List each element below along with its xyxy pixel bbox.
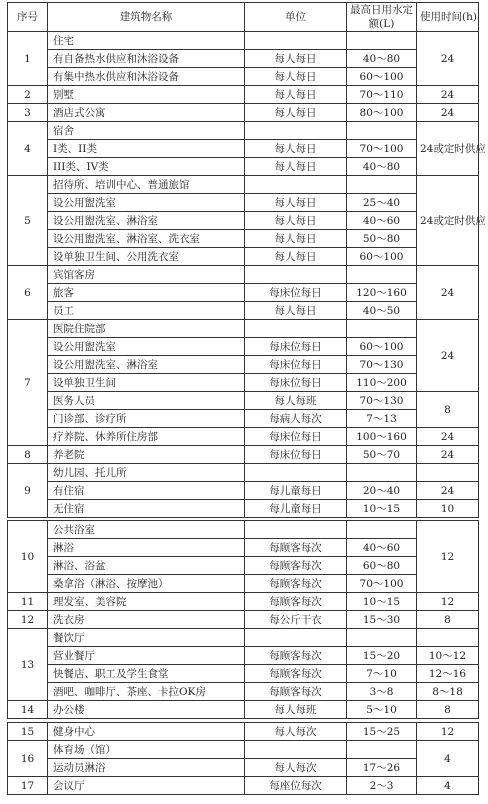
usage-time-cell: 4 bbox=[417, 741, 479, 777]
unit-cell: 每顾客每次 bbox=[245, 593, 347, 611]
quota-cell: 100～160 bbox=[347, 428, 417, 446]
table-row bbox=[8, 539, 479, 557]
group-title: 住宅 bbox=[48, 32, 245, 50]
quota-cell: 7～13 bbox=[347, 410, 417, 428]
header-building-name: 建筑物名称 bbox=[48, 3, 245, 32]
building-name-cell: 设公用盥洗室 bbox=[48, 194, 245, 212]
quota-cell bbox=[347, 176, 417, 194]
header-seq: 序号 bbox=[8, 3, 48, 32]
usage-time-cell: 12 bbox=[417, 723, 479, 741]
unit-cell bbox=[245, 629, 347, 647]
water-quota-table-part-1 bbox=[7, 2, 486, 518]
usage-time-cell: 12 bbox=[417, 593, 479, 611]
table-row bbox=[8, 248, 479, 266]
unit-cell: 每顾客每次 bbox=[245, 647, 347, 665]
row-number: 5 bbox=[8, 176, 48, 266]
usage-time-cell: 24或定时供应 bbox=[417, 122, 479, 176]
header-quota: 最高日用水定额(L) bbox=[347, 3, 417, 32]
quota-cell bbox=[347, 320, 417, 338]
usage-time-cell: 24 bbox=[417, 320, 479, 392]
usage-time-cell: 24 bbox=[417, 446, 479, 464]
usage-time-cell: 8～18 bbox=[417, 683, 479, 701]
table-row bbox=[8, 446, 479, 464]
quota-cell: 40～80 bbox=[347, 50, 417, 68]
building-name-cell: 办公楼 bbox=[48, 701, 245, 719]
table-row bbox=[8, 230, 479, 248]
building-name-cell: 酒吧、咖啡厅、茶座、卡拉OK房 bbox=[48, 683, 245, 701]
row-number: 6 bbox=[8, 266, 48, 320]
building-name-cell: 有自备热水供应和沐浴设备 bbox=[48, 50, 245, 68]
unit-cell: 每人每日 bbox=[245, 302, 347, 320]
row-number: 12 bbox=[8, 611, 48, 629]
unit-cell bbox=[245, 266, 347, 284]
quota-cell: 50～70 bbox=[347, 446, 417, 464]
building-name-cell: 有集中热水供应和沐浴设备 bbox=[48, 68, 245, 86]
quota-cell bbox=[347, 741, 417, 759]
table-row bbox=[8, 194, 479, 212]
unit-cell: 每儿童每日 bbox=[245, 500, 347, 518]
table-row bbox=[8, 611, 479, 629]
usage-time-cell: 4 bbox=[417, 777, 479, 795]
quota-cell: 17～26 bbox=[347, 759, 417, 777]
table-row bbox=[8, 374, 479, 392]
usage-time-cell: 10～12 bbox=[417, 647, 479, 665]
table-row bbox=[8, 521, 479, 539]
row-number: 10 bbox=[8, 521, 48, 593]
group-title: 宿舍 bbox=[48, 122, 245, 140]
row-number: 2 bbox=[8, 86, 48, 104]
unit-cell: 每人每日 bbox=[245, 68, 347, 86]
quota-cell: 110～200 bbox=[347, 374, 417, 392]
building-name-cell: 有住宿 bbox=[48, 482, 245, 500]
quota-cell: 80～100 bbox=[347, 104, 417, 122]
usage-time-cell: 8 bbox=[417, 392, 479, 428]
unit-cell: 每顾客每次 bbox=[245, 575, 347, 593]
table-row bbox=[8, 140, 479, 158]
table-row bbox=[8, 338, 479, 356]
quota-cell: 40～80 bbox=[347, 158, 417, 176]
building-name-cell: 会议厅 bbox=[48, 777, 245, 795]
unit-cell: 每人每次 bbox=[245, 723, 347, 741]
building-name-cell: 酒店式公寓 bbox=[48, 104, 245, 122]
group-title: 医院住院部 bbox=[48, 320, 245, 338]
table-row bbox=[8, 302, 479, 320]
unit-cell bbox=[245, 741, 347, 759]
unit-cell bbox=[245, 32, 347, 50]
unit-cell: 每床位每日 bbox=[245, 428, 347, 446]
table-row bbox=[8, 557, 479, 575]
row-number: 11 bbox=[8, 593, 48, 611]
table-row bbox=[8, 212, 479, 230]
table-row bbox=[8, 629, 479, 647]
quota-cell: 70～100 bbox=[347, 140, 417, 158]
building-name-cell: 快餐店、职工及学生食堂 bbox=[48, 665, 245, 683]
usage-time-cell: 24 bbox=[417, 86, 479, 104]
group-title: 幼儿园、托儿所 bbox=[48, 464, 245, 482]
quota-cell: 15～20 bbox=[347, 647, 417, 665]
usage-time-cell bbox=[417, 464, 479, 482]
usage-time-cell: 8 bbox=[417, 611, 479, 629]
table-row bbox=[8, 593, 479, 611]
table-row bbox=[8, 356, 479, 374]
quota-cell: 15～30 bbox=[347, 611, 417, 629]
unit-cell: 每公斤干衣 bbox=[245, 611, 347, 629]
building-name-cell: 设公用盥洗室、淋浴室 bbox=[48, 356, 245, 374]
quota-cell: 40～60 bbox=[347, 212, 417, 230]
group-title: 宾馆客房 bbox=[48, 266, 245, 284]
unit-cell bbox=[245, 521, 347, 539]
quota-cell: 60～100 bbox=[347, 338, 417, 356]
building-name-cell: 运动员淋浴 bbox=[48, 759, 245, 777]
quota-cell: 60～100 bbox=[347, 248, 417, 266]
unit-cell: 每顾客每次 bbox=[245, 557, 347, 575]
usage-time-cell: 24或定时供应 bbox=[417, 176, 479, 266]
table-row bbox=[8, 683, 479, 701]
unit-cell: 每人每日 bbox=[245, 212, 347, 230]
unit-cell: 每床位每日 bbox=[245, 356, 347, 374]
building-name-cell: 营业餐厅 bbox=[48, 647, 245, 665]
building-name-cell: 桑拿浴（淋浴、按摩池） bbox=[48, 575, 245, 593]
usage-time-cell: 24 bbox=[417, 266, 479, 320]
quota-cell: 3～8 bbox=[347, 683, 417, 701]
table-row bbox=[8, 428, 479, 446]
unit-cell: 每儿童每日 bbox=[245, 482, 347, 500]
unit-cell bbox=[245, 320, 347, 338]
group-title: 公共浴室 bbox=[48, 521, 245, 539]
row-number: 15 bbox=[8, 723, 48, 741]
usage-time-cell: 8 bbox=[417, 701, 479, 719]
building-name-cell: 设公用盥洗室 bbox=[48, 338, 245, 356]
unit-cell: 每人每日 bbox=[245, 230, 347, 248]
unit-cell bbox=[245, 464, 347, 482]
row-number: 13 bbox=[8, 629, 48, 701]
usage-time-cell: 24 bbox=[417, 428, 479, 446]
quota-cell: 15～25 bbox=[347, 723, 417, 741]
table-row bbox=[8, 158, 479, 176]
row-number: 9 bbox=[8, 464, 48, 518]
unit-cell: 每人每班 bbox=[245, 392, 347, 410]
table-row bbox=[8, 665, 479, 683]
building-name-cell: 无住宿 bbox=[48, 500, 245, 518]
unit-cell: 每人每次 bbox=[245, 759, 347, 777]
table-row bbox=[8, 464, 479, 482]
header-unit: 单位 bbox=[245, 3, 347, 32]
row-number: 7 bbox=[8, 320, 48, 446]
quota-cell: 10～15 bbox=[347, 593, 417, 611]
quota-cell: 5～10 bbox=[347, 701, 417, 719]
building-name-cell: 别墅 bbox=[48, 86, 245, 104]
table-row bbox=[8, 701, 479, 719]
unit-cell bbox=[245, 176, 347, 194]
unit-cell: 每人每日 bbox=[245, 158, 347, 176]
table-row bbox=[8, 575, 479, 593]
quota-cell: 70～130 bbox=[347, 392, 417, 410]
table-row bbox=[8, 176, 479, 194]
building-name-cell: 设单独卫生间 bbox=[48, 374, 245, 392]
table-row bbox=[8, 392, 479, 410]
building-name-cell: I类、II类 bbox=[48, 140, 245, 158]
table-row bbox=[8, 68, 479, 86]
usage-time-cell bbox=[417, 629, 479, 647]
quota-cell: 10～15 bbox=[347, 500, 417, 518]
row-number: 3 bbox=[8, 104, 48, 122]
quota-cell: 70～130 bbox=[347, 356, 417, 374]
table-row bbox=[8, 410, 479, 428]
building-name-cell: 淋浴、浴盆 bbox=[48, 557, 245, 575]
table-row bbox=[8, 104, 479, 122]
row-number: 14 bbox=[8, 701, 48, 719]
table-row bbox=[8, 500, 479, 518]
quota-cell bbox=[347, 464, 417, 482]
building-name-cell: 设单独卫生间、公用洗衣室 bbox=[48, 248, 245, 266]
building-name-cell: 医务人员 bbox=[48, 392, 245, 410]
row-number: 8 bbox=[8, 446, 48, 464]
table-row bbox=[8, 777, 479, 795]
row-number: 17 bbox=[8, 777, 48, 795]
table-row bbox=[8, 86, 479, 104]
table-row bbox=[8, 723, 479, 741]
building-name-cell: 淋浴 bbox=[48, 539, 245, 557]
unit-cell: 每人每日 bbox=[245, 50, 347, 68]
header-usage-time: 使用时间(h) bbox=[417, 3, 479, 32]
quota-cell: 70～100 bbox=[347, 575, 417, 593]
row-number: 4 bbox=[8, 122, 48, 176]
quota-cell bbox=[347, 629, 417, 647]
unit-cell: 每病人每次 bbox=[245, 410, 347, 428]
quota-cell: 40～60 bbox=[347, 539, 417, 557]
table-row bbox=[8, 759, 479, 777]
water-quota-table-part-3 bbox=[7, 722, 479, 795]
unit-cell bbox=[245, 122, 347, 140]
unit-cell: 每人每日 bbox=[245, 140, 347, 158]
table-row bbox=[8, 320, 479, 338]
table-header-row bbox=[8, 3, 479, 32]
unit-cell: 每顾客每次 bbox=[245, 683, 347, 701]
unit-cell: 每顾客每次 bbox=[245, 539, 347, 557]
quota-cell bbox=[347, 32, 417, 50]
building-name-cell: 设公用盥洗室、淋浴室 bbox=[48, 212, 245, 230]
quota-cell bbox=[347, 521, 417, 539]
quota-cell: 40～50 bbox=[347, 302, 417, 320]
building-name-cell: 理发室、美容院 bbox=[48, 593, 245, 611]
usage-time-cell: 24 bbox=[417, 482, 479, 500]
table-row bbox=[8, 50, 479, 68]
quota-cell: 20～40 bbox=[347, 482, 417, 500]
unit-cell: 每人每班 bbox=[245, 701, 347, 719]
row-number: 1 bbox=[8, 32, 48, 86]
unit-cell: 每床位每日 bbox=[245, 284, 347, 302]
building-name-cell: 员工 bbox=[48, 302, 245, 320]
building-name-cell: III类、IV类 bbox=[48, 158, 245, 176]
table-row bbox=[8, 284, 479, 302]
unit-cell: 每床位每日 bbox=[245, 446, 347, 464]
usage-time-cell: 10 bbox=[417, 500, 479, 518]
quota-cell: 60～100 bbox=[347, 68, 417, 86]
table-row bbox=[8, 482, 479, 500]
unit-cell: 每床位每日 bbox=[245, 338, 347, 356]
building-name-cell: 健身中心 bbox=[48, 723, 245, 741]
building-name-cell: 疗养院、休养所住房部 bbox=[48, 428, 245, 446]
unit-cell: 每人每日 bbox=[245, 248, 347, 266]
unit-cell: 每顾客每次 bbox=[245, 665, 347, 683]
water-quota-table-part-2 bbox=[7, 520, 479, 719]
table-row bbox=[8, 741, 479, 759]
table-row bbox=[8, 647, 479, 665]
usage-time-cell: 12～16 bbox=[417, 665, 479, 683]
building-name-cell: 设公用盥洗室、淋浴室、洗衣室 bbox=[48, 230, 245, 248]
unit-cell: 每人每日 bbox=[245, 86, 347, 104]
quota-cell: 7～10 bbox=[347, 665, 417, 683]
unit-cell: 每床位每日 bbox=[245, 374, 347, 392]
unit-cell: 每人每日 bbox=[245, 194, 347, 212]
unit-cell: 每人每日 bbox=[245, 104, 347, 122]
group-title: 餐饮厅 bbox=[48, 629, 245, 647]
quota-cell bbox=[347, 122, 417, 140]
row-number: 16 bbox=[8, 741, 48, 777]
group-title: 招待所、培训中心、普通旅馆 bbox=[48, 176, 245, 194]
table-row bbox=[8, 122, 479, 140]
usage-time-cell: 12 bbox=[417, 521, 479, 593]
building-name-cell: 门诊部、诊疗所 bbox=[48, 410, 245, 428]
quota-cell bbox=[347, 266, 417, 284]
quota-cell: 50～80 bbox=[347, 230, 417, 248]
usage-time-cell: 24 bbox=[417, 32, 479, 86]
building-name-cell: 旅客 bbox=[48, 284, 245, 302]
table-row bbox=[8, 266, 479, 284]
quota-cell: 70～110 bbox=[347, 86, 417, 104]
quota-cell: 120～160 bbox=[347, 284, 417, 302]
quota-cell: 2～3 bbox=[347, 777, 417, 795]
building-name-cell: 洗衣房 bbox=[48, 611, 245, 629]
quota-cell: 60～80 bbox=[347, 557, 417, 575]
quota-cell: 25～40 bbox=[347, 194, 417, 212]
table-row bbox=[8, 32, 479, 50]
usage-time-cell: 24 bbox=[417, 104, 479, 122]
building-name-cell: 养老院 bbox=[48, 446, 245, 464]
group-title: 体育场（馆） bbox=[48, 741, 245, 759]
unit-cell: 每座位每次 bbox=[245, 777, 347, 795]
